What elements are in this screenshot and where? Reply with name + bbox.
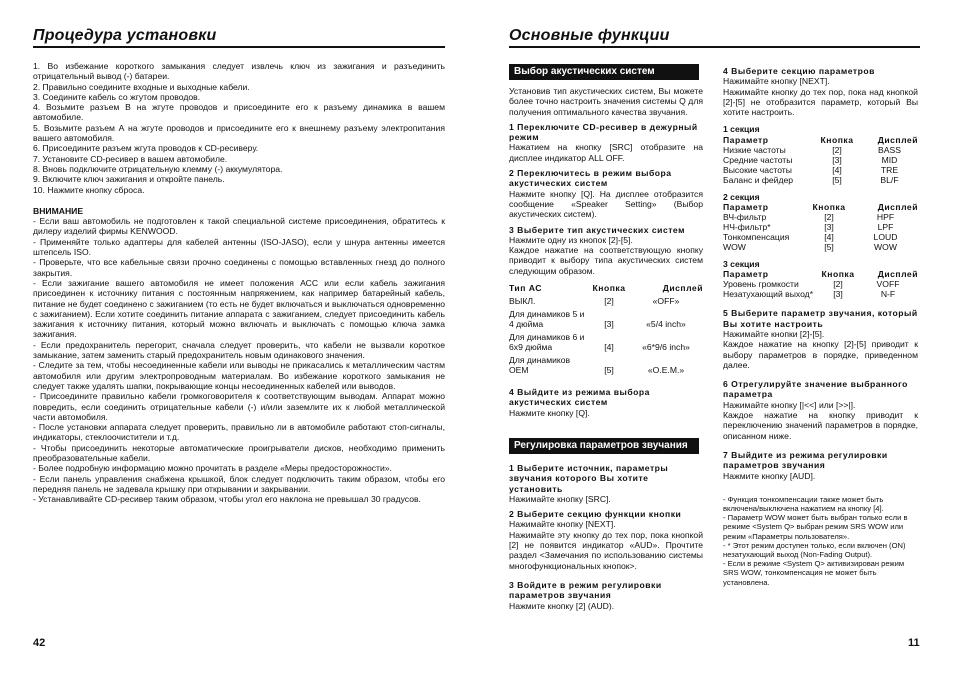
step-body: Нажмите одну из кнопок [2]-[5]. xyxy=(509,234,633,245)
step-title: 2 Переключитесь в режим выбора акустических систем xyxy=(509,168,672,189)
section-title: 3 секция xyxy=(723,259,760,270)
table-row: ВЧ-фильтр [2] HPF xyxy=(723,212,895,223)
list-item: - Проверьте, что все кабельные связи прочно соединены с помощью вставленных гнезд до полного закрытия. xyxy=(33,257,445,278)
right-page xyxy=(477,0,954,675)
page-title: Процедура установки xyxy=(33,27,217,44)
list-item: - Следите за тем, чтобы несоединенные кабели или выводы не прикасались к металлическим частям автомобиля или другим электропроводным материалам. Во избежание короткого замыкания не следует также удалять шапки, покрывающие концы несоединенных кабелей или выводов. xyxy=(33,360,445,391)
column-header: Кнопка xyxy=(821,269,855,280)
table-row: Тонкомпенсация [4] LOUD xyxy=(723,232,898,243)
step-body: Нажимайте кнопку [SRC]. xyxy=(509,493,611,504)
list-item: - Если предохранитель перегорит, сначала следует проверить, что кабели не вызвали короткое замыкание, затем заменить старый предохранитель новым одинакового значения. xyxy=(33,339,445,361)
section-title: 1 секция xyxy=(723,124,760,135)
notes xyxy=(723,495,918,587)
right-column xyxy=(723,64,918,587)
list-item: 7. Установите CD-ресивер в вашем автомобиле. xyxy=(33,153,228,164)
table-row: Баланс и фейдер [5] BL/F xyxy=(723,174,899,185)
step-title: 4 Выберите секцию параметров xyxy=(723,66,875,76)
column-header: Параметр xyxy=(723,134,769,145)
table-row: НЧ-фильтр* [3] LPF xyxy=(723,222,894,233)
section-header-speaker: Выбор акустических систем xyxy=(509,64,699,80)
page-title: Основные функции xyxy=(509,27,670,44)
note-item: - Параметр WOW может быть выбран только если в режиме <System Q> выбран режим SRS WOW или режим «Параметры пользователя». xyxy=(723,513,908,541)
table-row: Для динамиков 6 и 6x9 дюйма [4] «6*9/6 inch» xyxy=(509,332,690,353)
speaker-type-table xyxy=(509,283,703,375)
list-item: 2. Правильно соедините входные и выходные кабели. xyxy=(33,81,250,92)
step-title: 1 Переключите CD-ресивер в дежурный режим xyxy=(509,121,698,143)
list-item: 8. Вновь подключите отрицательную клемму (-) аккумулятора. xyxy=(33,163,283,174)
table-row: Для динамиков OEM [5] «O.E.M.» xyxy=(509,355,685,376)
list-item: 9. Включите ключ зажигания и откройте панель. xyxy=(33,174,225,185)
step-body: Нажатием на кнопку [SRC] отобразите на дисплее индикатор ALL OFF. xyxy=(509,142,703,163)
list-item: 3. Соедините кабель со жгутом проводов. xyxy=(33,91,201,102)
list-item: - Применяйте только адаптеры для кабелей антенны (ISO-JASO), если у шнура антенны имеется штепсель ISO. xyxy=(33,236,445,258)
step-body: Нажмите кнопку [2] (AUD). xyxy=(509,600,615,611)
list-item: - После установки аппарата следует проверить, правильно ли в автомобиле работают стоп-сигналы, индикаторы, стеклоочистители и т.д. xyxy=(33,422,445,443)
table-row: Уровень громкости [2] VOFF xyxy=(723,279,900,290)
note-item: - Функция тонкомпенсации также может быть включена/выключена нажатием на кнопку [4]. xyxy=(723,494,884,514)
step-title: 1 Выберите источник, параметры звучания которого Вы хотите установить xyxy=(509,462,669,494)
step-body: Нажимайте кнопку [|<<] или [>>|]. xyxy=(723,399,856,410)
column-header: Дисплей xyxy=(877,202,918,213)
list-item: 5. Возьмите разъем А на жгуте проводов и присоедините его к внешнему разъему электропитания вашего автомобиля. xyxy=(33,122,445,144)
installation-text xyxy=(33,61,445,504)
step-body: Нажимайте кнопку [NEXT]. xyxy=(509,519,616,530)
step-title: 6 Отрегулируйте значение выбранного параметра xyxy=(723,379,908,400)
warning-heading: ВНИМАНИЕ xyxy=(33,205,84,216)
list-item: 1. Во избежание короткого замыкания следует извлечь ключ из зажигания и разъединить отрицательный вывод (-) батареи. xyxy=(33,61,445,82)
step-title: 7 Выйдите из режима регулировки параметров звучания xyxy=(723,449,888,471)
step-body: Нажимайте эту кнопку до тех пор, пока кнопкой [2] не появится индикатор «AUD». Прочтите раздел <Замечания по использованию системы многофункциональных кнопок>. xyxy=(509,529,703,571)
step-body: Нажимайте кнопку [NEXT]. xyxy=(723,76,830,87)
list-item: 10. Нажмите кнопку сброса. xyxy=(33,184,145,195)
step-title: 2 Выберите секцию функции кнопки xyxy=(509,509,682,520)
step-body: Нажмите кнопку [Q]. xyxy=(509,407,590,418)
section3-table xyxy=(723,269,918,299)
step-title: 5 Выберите параметр звучания, который Вы хотите настроить xyxy=(723,308,918,329)
left-column xyxy=(509,64,703,611)
column-header: Дисплей xyxy=(662,283,703,294)
column-header: Параметр xyxy=(723,202,769,213)
column-header: Дисплей xyxy=(877,134,918,145)
section1-table xyxy=(723,135,918,185)
section-title: 2 секция xyxy=(723,191,760,202)
table-row: WOW [5] WOW xyxy=(723,242,897,253)
section-header-sound: Регулировка параметров звучания xyxy=(509,438,699,454)
step-body: Нажмите кнопку [Q]. На дисплее отобразится сообщение «Speaker Setting» (Выбор акустических систем). xyxy=(509,188,703,220)
list-item: - Более подробную информацию можно прочитать в разделе «Меры предосторожности». xyxy=(33,463,392,474)
section2-table xyxy=(723,202,918,252)
step-body: Нажимайте кнопки [2]-[5]. xyxy=(723,328,825,339)
page-number: 11 xyxy=(908,637,920,649)
step-body: Нажмите кнопку [AUD]. xyxy=(723,470,816,481)
installation-steps xyxy=(33,61,445,195)
note-item: - * Этот режим доступен только, если включен (ON) незатухающий выход (Non-Fading Output). xyxy=(723,540,906,560)
column-header: Кнопка xyxy=(820,134,854,145)
list-item: - Если панель управления снабжена крышкой, блок следует подключить таким образом, чтобы его передняя панель не задевала крышку при открывании и закрывании. xyxy=(33,473,445,494)
page-number: 42 xyxy=(33,637,46,649)
step-body: Каждое нажатие на кнопку приводит к переключению значений параметров в порядке, описанном ниже. xyxy=(723,410,918,441)
column-header: Тип АС xyxy=(509,283,542,294)
step-title: 4 Выйдите из режима выбора акустических систем xyxy=(509,387,650,408)
title-divider xyxy=(509,46,920,48)
note-item: - Если в режиме <System Q> активизирован режим SRS WOW, тонкомпенсация не может быть установлена. xyxy=(723,559,905,587)
table-row: Средние частоты [3] MID xyxy=(723,154,898,165)
list-item: - Устанавливайте CD-ресивер таким образом, чтобы угол его наклона не превышал 30 градусов. xyxy=(33,494,421,505)
step-title: 3 Войдите в режим регулировки параметров звучания xyxy=(509,579,662,601)
table-row: Незатухающий выход* [3] N-F xyxy=(723,289,896,300)
step-body: Каждое нажатие на соответствующую кнопку приводит к выбору типа акустических систем следующим образом. xyxy=(509,245,703,276)
step-title: 3 Выберите тип акустических систем xyxy=(509,224,685,235)
title-divider xyxy=(33,46,445,48)
warning-list xyxy=(33,216,445,504)
list-item: - Присоедините правильно кабели громкоговорителя к соответствующим выводам. Аппарат можно повредить, если соединить отрицательные кабели (-) и/или заземлите их к любой металлической части автомобиля. xyxy=(33,391,445,422)
table-row: ВЫКЛ. [2] «OFF» xyxy=(509,296,680,307)
list-item: - Если зажигание вашего автомобиля не имеет положения АСС или если кабель зажигания присоединен к источнику питания с постоянным напряжением, как например батарейный кабель, питание не будет соединено с зажиганием (то есть не будет включаться и выключаться одновременно с зажиганием). Если хотите соединить питание аппарата с зажиганием, следует присоединить кабель зажигания к источнику питания, который можно включать и выключать с помощью ключа замка зажигания. xyxy=(33,277,445,340)
table-row: Высокие частоты [4] TRE xyxy=(723,164,899,175)
column-header: Параметр xyxy=(723,269,769,280)
list-item: 4. Возьмите разъем В на жгуте проводов и присоедините его к разъему динамика в вашем автомобиле. xyxy=(33,102,445,123)
column-header: Кнопка xyxy=(812,202,846,213)
list-item: - Чтобы присоединить некоторые автоматические проигрыватели дисков, необходимо применить преобразовательные кабели. xyxy=(33,442,445,463)
speaker-intro: Установив тип акустических систем, Вы можете более точно настроить значения системы Q для получения оптимального качества звучания. xyxy=(509,86,703,117)
list-item: - Если ваш автомобиль не подготовлен к такой специальной системе присоединения, обратитесь к дилеру изделий фирмы KENWOOD. xyxy=(33,216,445,237)
step-body: Каждое нажатие на кнопку [2]-[5] приводит к выбору параметров в порядке, приведенном далее. xyxy=(723,339,918,370)
step-body: Нажимайте кнопку до тех пор, пока над кнопкой [2]-[5] не отобразится параметр, который Вы хотите настроить. xyxy=(723,86,918,118)
column-header: Дисплей xyxy=(877,269,918,280)
column-header: Кнопка xyxy=(592,283,626,294)
list-item: 6. Присоедините разъем жгута проводов к CD-ресиверу. xyxy=(33,143,259,154)
table-row: Для динамиков 5 и 4 дюйма [3] «5/4 inch» xyxy=(509,309,686,330)
table-row: Низкие частоты [2] BASS xyxy=(723,144,901,155)
